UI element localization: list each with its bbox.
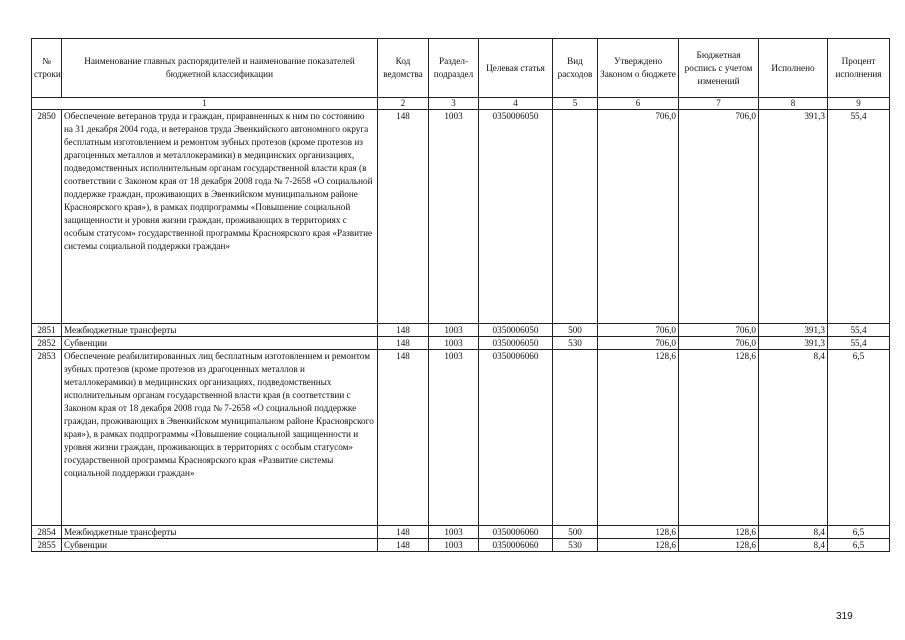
row-approved: 706,0 [598, 110, 679, 324]
row-number: 2850 [32, 110, 62, 324]
header-row [32, 39, 890, 98]
col-header-exp-type: Вид расходов [553, 39, 598, 98]
row-executed: 8,4 [759, 539, 828, 552]
col-number: 4 [479, 98, 553, 110]
row-number: 2852 [32, 337, 62, 350]
col-header-name: Наименование главных распорядителей и наименование показателей бюджетной классификации [62, 39, 378, 98]
col-number: 7 [679, 98, 759, 110]
col-number: 3 [429, 98, 479, 110]
row-number: 2854 [32, 526, 62, 539]
row-approved: 128,6 [598, 539, 679, 552]
row-dept: 148 [378, 110, 429, 324]
row-dept: 148 [378, 526, 429, 539]
table-row [32, 539, 890, 552]
row-amended: 706,0 [679, 110, 759, 324]
page-number: 319 [836, 611, 853, 622]
col-number: 1 [32, 98, 378, 110]
row-executed: 391,3 [759, 110, 828, 324]
row-name: Межбюджетные трансферты [62, 324, 378, 337]
row-number: 2851 [32, 324, 62, 337]
table-row [32, 350, 890, 526]
table-row [32, 324, 890, 337]
col-number: 8 [759, 98, 828, 110]
row-target: 0350006060 [479, 526, 553, 539]
row-number: 2855 [32, 539, 62, 552]
row-dept: 148 [378, 350, 429, 526]
column-number-row [32, 98, 890, 110]
row-executed: 8,4 [759, 526, 828, 539]
table-row [32, 110, 890, 324]
row-approved: 128,6 [598, 526, 679, 539]
row-target: 0350006050 [479, 337, 553, 350]
row-name: Субвенции [62, 337, 378, 350]
row-percent: 6,5 [828, 526, 890, 539]
row-target: 0350006050 [479, 324, 553, 337]
col-header-executed: Исполнено [759, 39, 828, 98]
row-percent: 55,4 [828, 337, 890, 350]
col-header-target: Целевая статья [479, 39, 553, 98]
row-exp-type [553, 110, 598, 324]
col-header-approved: Утверждено Законом о бюджете [598, 39, 679, 98]
row-amended: 128,6 [679, 526, 759, 539]
col-number: 2 [378, 98, 429, 110]
row-section: 1003 [429, 539, 479, 552]
row-exp-type [553, 350, 598, 526]
col-number: 9 [828, 98, 890, 110]
col-header-percent: Процент исполнения [828, 39, 890, 98]
row-section: 1003 [429, 526, 479, 539]
row-exp-type: 530 [553, 539, 598, 552]
col-header-dept: Код ведомства [378, 39, 429, 98]
row-dept: 148 [378, 539, 429, 552]
row-amended: 128,6 [679, 539, 759, 552]
row-percent: 6,5 [828, 350, 890, 526]
row-executed: 8,4 [759, 350, 828, 526]
col-header-row-no: № строки [32, 39, 62, 98]
col-number: 6 [598, 98, 679, 110]
row-executed: 391,3 [759, 337, 828, 350]
row-name: Обеспечение ветеранов труда и граждан, приравненных к ним по состоянию на 31 декабря 2004 года, и ветеранов труда Эвенкийского автономного округа бесплатным изготовлением и ремонтом зубных протезов (кроме протезов из драгоценных металлов и металлокерамики) в медицинских организациях, подведомственных исполнительным органам государственной власти края (в соответствии с Законом края от 18 декабря 2008 года № 7-2658 «О социальной поддержке граждан, проживающих в Эвенкийском муниципальном районе Красноярского края»), в рамках подпрограммы «Повышение социальной защищенности и уровня жизни граждан, проживающих в территориях с особым статусом» государственной программы Красноярского края «Развитие системы социальной поддержки граждан» [62, 110, 378, 324]
row-percent: 6,5 [828, 539, 890, 552]
row-amended: 706,0 [679, 337, 759, 350]
row-exp-type: 500 [553, 526, 598, 539]
col-header-section: Раздел-подраздел [429, 39, 479, 98]
row-approved: 128,6 [598, 350, 679, 526]
row-name: Межбюджетные трансферты [62, 526, 378, 539]
row-amended: 128,6 [679, 350, 759, 526]
table-row [32, 526, 890, 539]
row-target: 0350006060 [479, 350, 553, 526]
row-name: Субвенции [62, 539, 378, 552]
col-number: 5 [553, 98, 598, 110]
row-percent: 55,4 [828, 324, 890, 337]
budget-table [31, 38, 890, 552]
row-exp-type: 500 [553, 324, 598, 337]
row-approved: 706,0 [598, 337, 679, 350]
row-executed: 391,3 [759, 324, 828, 337]
row-section: 1003 [429, 110, 479, 324]
row-approved: 706,0 [598, 324, 679, 337]
row-percent: 55,4 [828, 110, 890, 324]
row-dept: 148 [378, 324, 429, 337]
row-section: 1003 [429, 350, 479, 526]
row-target: 0350006060 [479, 539, 553, 552]
row-section: 1003 [429, 324, 479, 337]
row-name: Обеспечение реабилитированных лиц бесплатным изготовлением и ремонтом зубных протезов (кроме протезов из драгоценных металлов и металлокерамики) в медицинских организациях, подведомственных исполнительным органам государственной власти края (в соответствии с Законом края от 18 декабря 2008 года № 7-2658 «О социальной поддержке граждан, проживающих в Эвенкийском муниципальном районе Красноярского края»), в рамках подпрограммы «Повышение социальной защищенности и уровня жизни граждан, проживающих в территориях с особым статусом» государственной программы Красноярского края «Развитие системы социальной поддержки граждан» [62, 350, 378, 526]
row-target: 0350006050 [479, 110, 553, 324]
row-dept: 148 [378, 337, 429, 350]
row-section: 1003 [429, 337, 479, 350]
table-row [32, 337, 890, 350]
row-amended: 706,0 [679, 324, 759, 337]
row-exp-type: 530 [553, 337, 598, 350]
row-number: 2853 [32, 350, 62, 526]
col-header-amended: Бюджетная роспись с учетом изменений [679, 39, 759, 98]
